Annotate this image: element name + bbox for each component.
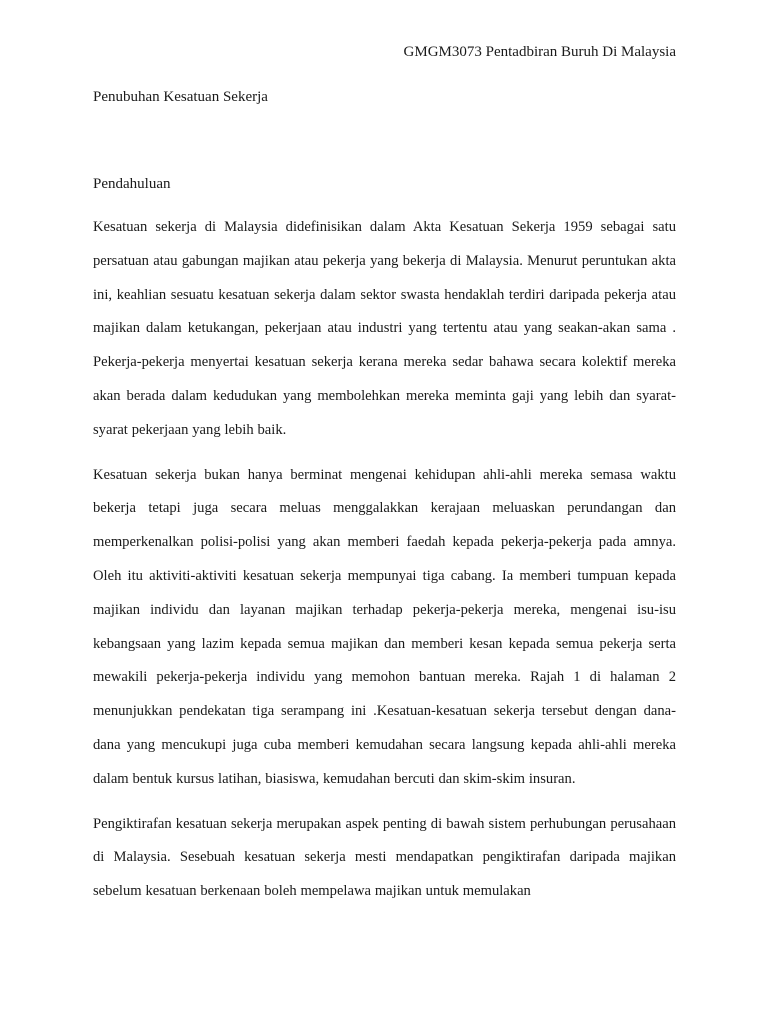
paragraph: Kesatuan sekerja bukan hanya berminat mengenai kehidupan ahli-ahli mereka semasa waktu bekerja tetapi juga secara meluas menggalakkan kerajaan meluaskan perundangan dan memperkenalkan polisi-polisi yang akan memberi faedah kepada pekerja-pekerja pada amnya. Oleh itu aktiviti-aktiviti kesatuan sekerja mempunyai tiga cabang. Ia memberi tumpuan kepada majikan individu dan layanan majikan terhadap pekerja-pekerja mereka, mengenai isu-isu kebangsaan yang lazim kepada semua majikan dan memberi kesan kepada semua pekerja serta mewakili pekerja-pekerja individu yang memohon bantuan mereka. Rajah 1 di halaman 2 menunjukkan pendekatan tiga serampang ini .Kesatuan-kesatuan sekerja tersebut dengan dana-dana yang mencukupi juga cuba memberi kemudahan secara langsung kepada ahli-ahli mereka dalam bentuk kursus latihan, biasiswa, kemudahan bercuti dan skim-skim insuran. xyxy=(93,466,676,787)
running-header: GMGM3073 Pentadbiran Buruh Di Malaysia xyxy=(403,44,676,60)
body-text xyxy=(93,211,676,920)
document-title: Penubuhan Kesatuan Sekerja xyxy=(93,89,268,105)
paragraph: Pengiktirafan kesatuan sekerja merupakan aspek penting di bawah sistem perhubungan perusahaan di Malaysia. Sesebuah kesatuan sekerja mesti mendapatkan pengiktirafan daripada majikan sebelum kesatuan berkenaan boleh mempelawa majikan untuk memulakan xyxy=(93,815,676,900)
paragraph: Kesatuan sekerja di Malaysia didefinisikan dalam Akta Kesatuan Sekerja 1959 sebagai satu persatuan atau gabungan majikan atau pekerja yang bekerja di Malaysia. Menurut peruntukan akta ini, keahlian sesuatu kesatuan sekerja dalam sektor swasta hendaklah terdiri daripada pekerja atau majikan dalam ketukangan, pekerjaan atau industri yang tertentu atau yang seakan-akan sama . Pekerja-pekerja menyertai kesatuan sekerja kerana mereka sedar bahawa secara kolektif mereka akan berada dalam kedudukan yang membolehkan mereka meminta gaji yang lebih dan syarat-syarat pekerjaan yang lebih baik. xyxy=(93,219,676,438)
section-heading: Pendahuluan xyxy=(93,176,171,192)
